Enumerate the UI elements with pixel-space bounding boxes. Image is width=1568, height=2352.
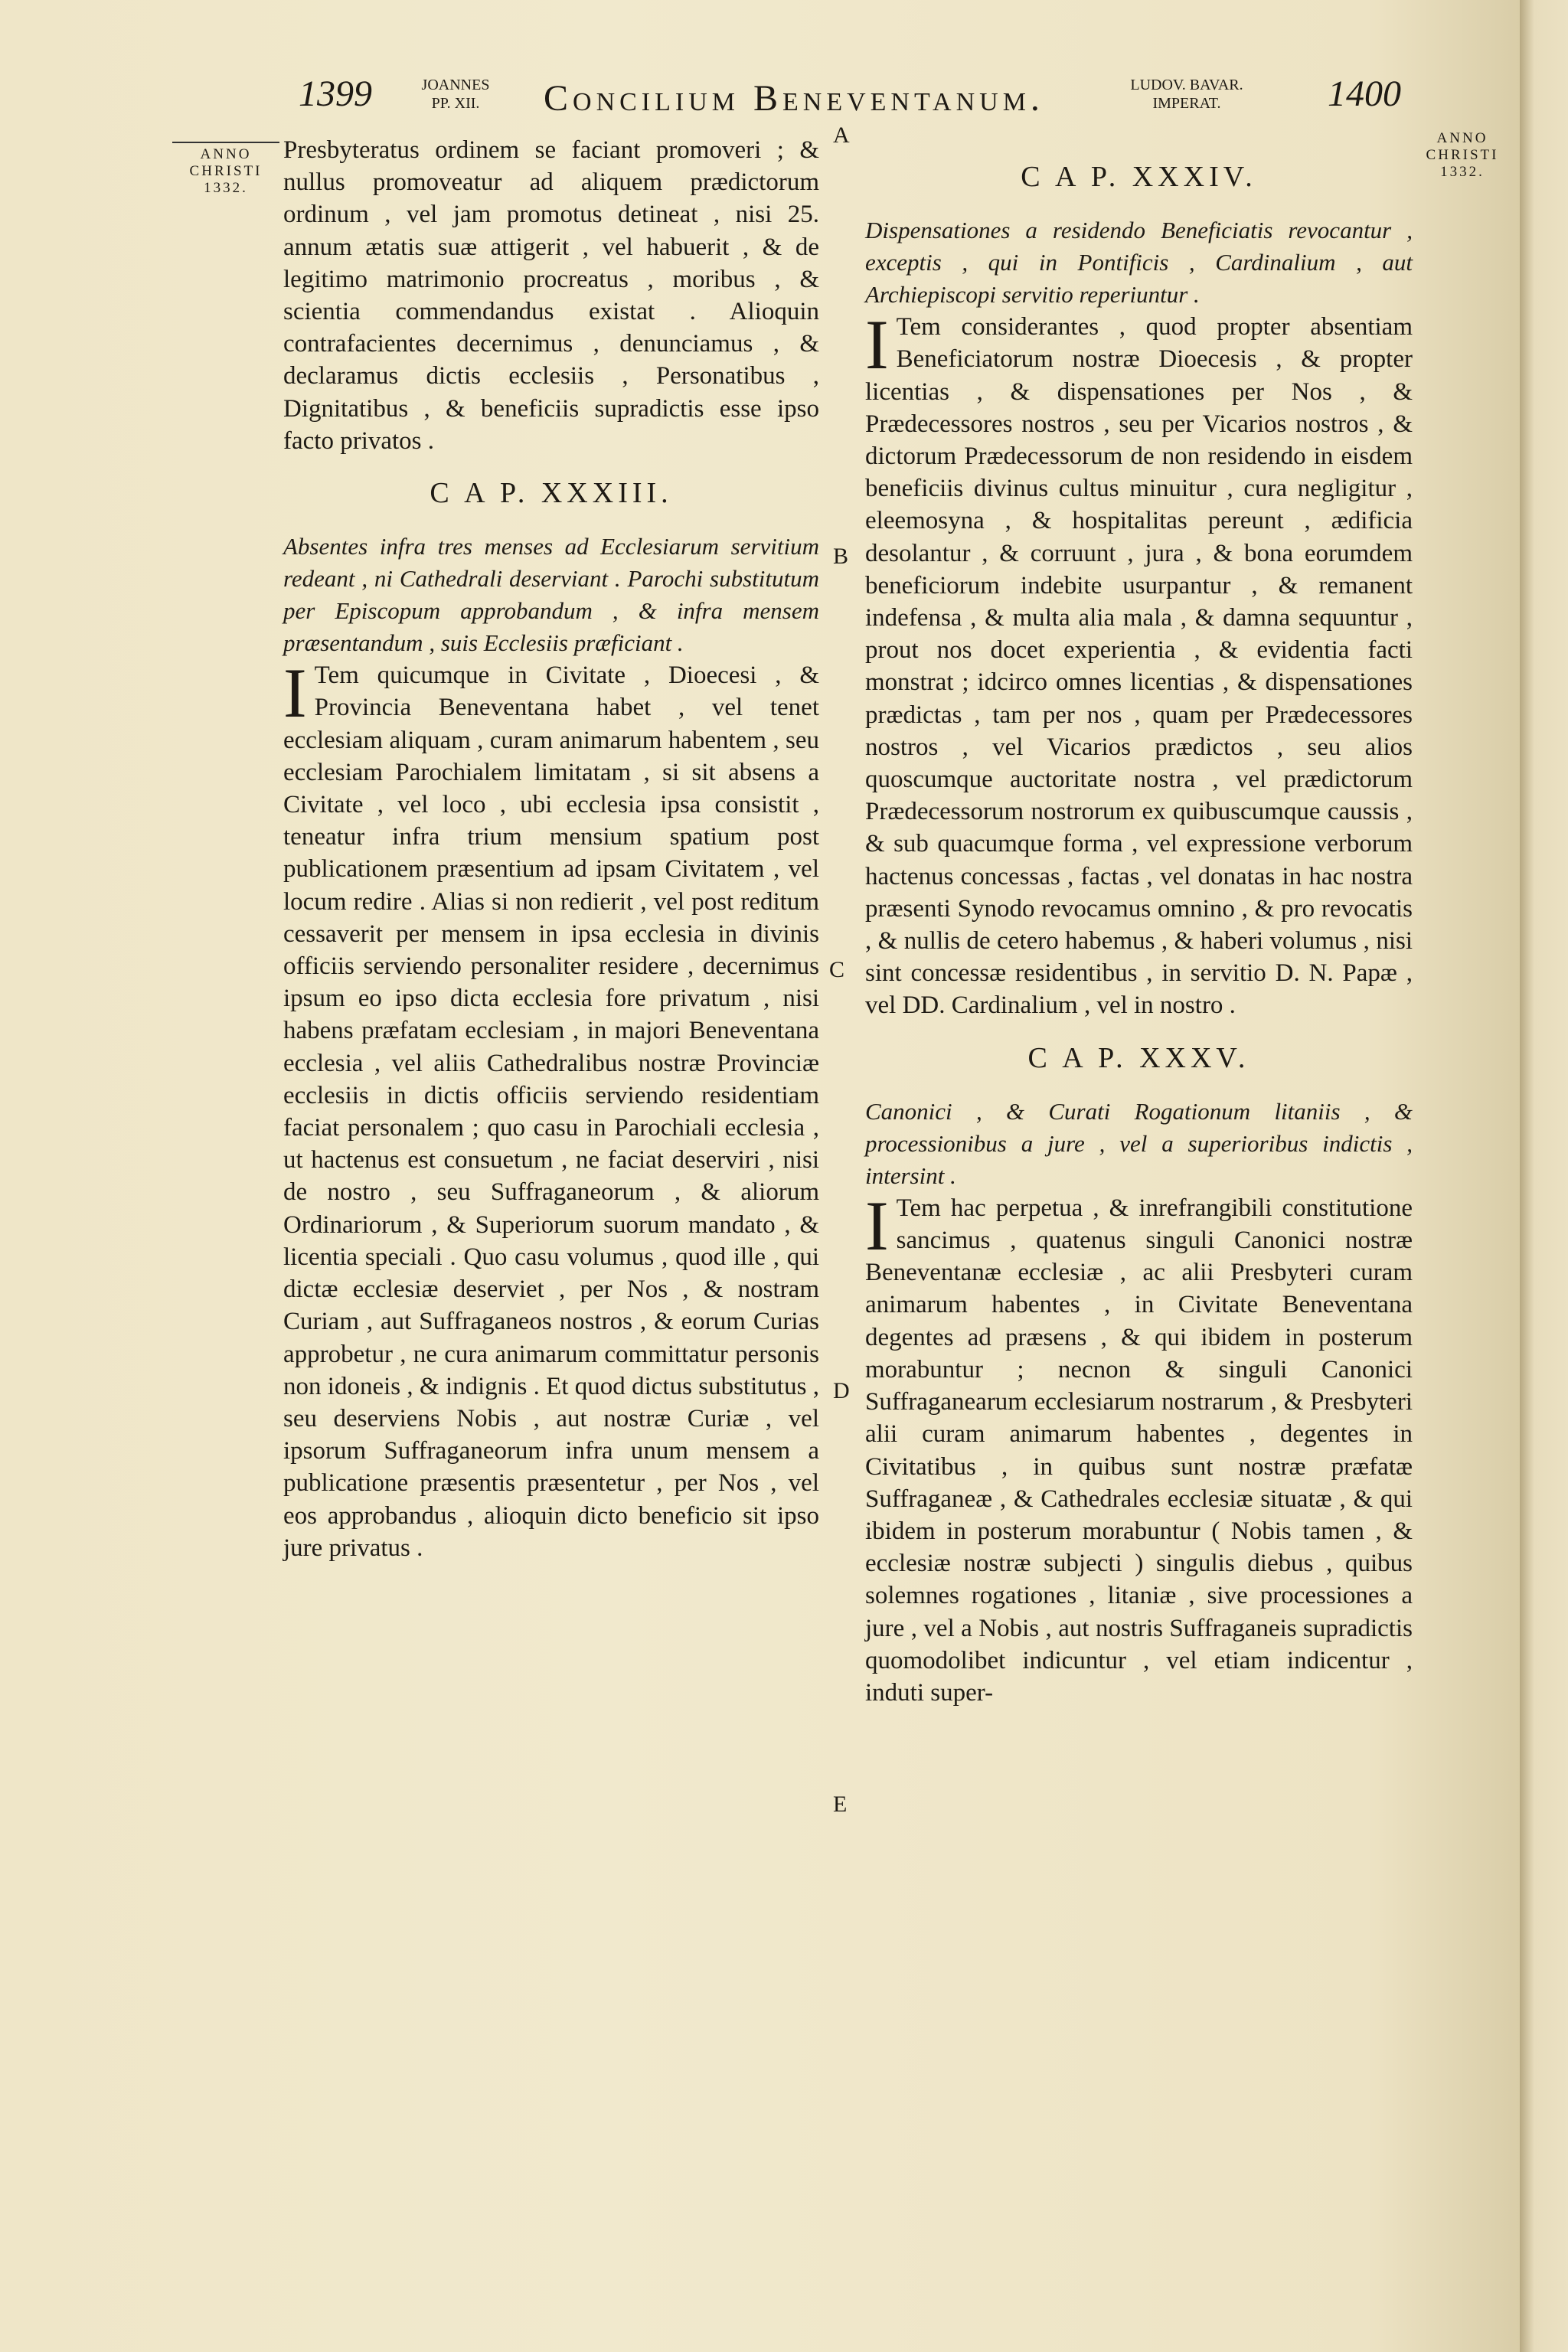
chapter-body-34 <box>865 305 1413 1021</box>
chapter-body-text-34: Tem considerantes , quod propter absentiam Beneficiatorum nostræ Dioecesis , & propter licentias , & dispensationes per Nos , & Prædecessores nostros , seu per Vicarios nostros , & dictorum Prædecessorum de non residendo in eisdem beneficiis divinus cultus minuitur , cura negligitur , eleemosyna , & hospitalitas pereunt , ædificia desolantur , & corruunt , jura , & bona eorumdem beneficiorum indebite usurpantur , & remanent indefensa , & multa alia mala , & damna sequuntur , prout nos docet experientia , & evidentia facti monstrat ; idcirco omnes licentias , & dispensationes prædictas , tam per nos , quam per Prædecessores nostros , vel Vicarios prædictos , seu alios quoscumque auctoritate nostra , vel prædictorum Prædecessorum nostrorum ex quibuscumque caussis , & sub quacumque forma , vel expressione verborum hactenus concessas , factas , vel donatas in hac nostra præsenti Synodo revocamus omnino , & pro revocatis , & nullis de cetero habemus , & haberi volumus , nisi sint concessæ residentibus , in servitio D. N. Papæ , vel DD. Cardinalium , vel in nostro . <box>865 313 1413 1020</box>
section-letter-e: E <box>833 1792 848 1817</box>
chapter-heading-34: C A P. XXXIV. <box>1021 161 1257 193</box>
chapter-heading-35: C A P. XXXV. <box>1027 1041 1250 1074</box>
right-column <box>865 145 1413 1709</box>
margin-year-note-right: ANNO CHRISTI 1332. <box>1426 130 1499 180</box>
opening-paragraph: Presbyteratus ordinem se faciant promoveri ; & nullus promoveatur ad aliquem prædictorum ordinum , vel jam promotus detineat , nisi 25. annum ætatis suæ attigerit , vel habuerit , & de legitimo matrimonio procreatus , moribus , & scientia commendandus existat . Alioquin contrafacientes decernimus , denunciamus , & declaramus dictis ecclesiis , Personatibus , Dignitatibus , & beneficiis supradictis esse ipso facto privatos . <box>283 136 819 455</box>
chapter-body-text-35: Tem hac perpetua , & inrefrangibili constitutione sancimus , quatenus singuli Canonici nostræ Beneventanæ ecclesiæ , ac alii Presbyteri curam animarum habentes , in Civitate Beneventana degentes ad præsens , & qui ibidem in posterum morabuntur ; necnon & singuli Canonici Suffraganearum ecclesiarum nostrarum , & Presbyteri alii curam animarum habentes , degentes in Civitatibus , in quibus sunt nostræ præfatæ Suffraganeæ , & Cathedrales ecclesiæ situatæ , & qui ibidem in posterum morabuntur ( Nobis tamen , & ecclesiæ nostræ subjecti ) singulis diebus , quibus solemnes rogationes , litaniæ , sive processiones a jure , vel a Nobis , aut nostris Suffraganeis supradictis quomodolibet indicuntur , vel etiam indicentur , induti super- <box>865 1194 1413 1707</box>
right-page-number: 1400 <box>1328 74 1401 114</box>
section-letter-c: C <box>829 957 845 982</box>
book-gutter <box>1520 0 1568 2352</box>
drop-cap-initial: I <box>865 305 889 384</box>
margin-year-note-left: ANNO CHRISTI 1332. <box>172 142 279 197</box>
left-column <box>283 134 819 1564</box>
right-running-head: LUDOV. BAVAR. IMPERAT. <box>1130 77 1243 112</box>
page-title: Concilium Beneventanum. <box>544 78 1044 119</box>
chapter-summary-33: Absentes infra tres menses ad Ecclesiarum servitium redeant , ni Cathedrali deserviant . Parochi substitutum per Episcopum approbandum , & infra mensem præsentandum , suis Ecclesiis præficiant . <box>283 533 819 657</box>
section-letter-b: B <box>833 544 849 569</box>
left-running-head: JOANNES PP. XII. <box>421 77 490 112</box>
chapter-body-35 <box>865 1186 1413 1709</box>
section-letter-d: D <box>833 1378 850 1403</box>
drop-cap-initial: I <box>865 1186 889 1265</box>
drop-cap-initial: I <box>283 654 307 733</box>
left-page-number: 1399 <box>299 74 372 114</box>
chapter-summary-35: Canonici , & Curati Rogationum litaniis , & processionibus a jure , vel a superioribus indictis , intersint . <box>865 1097 1413 1189</box>
section-letter-a: A <box>833 122 850 148</box>
chapter-heading-33: C A P. XXXIII. <box>430 477 673 510</box>
chapter-body-text-33: Tem quicumque in Civitate , Dioecesi , & Provincia Beneventana habet , vel tenet ecclesiam aliquam , curam animarum habentem , seu ecclesiam Parochialem limitatam , si sit absens a Civitate , vel loco , ubi ecclesia ipsa consistit , teneatur infra trium mensium spatium post publicationem præsentium ad ipsam Civitatem , vel locum redire . Alias si non redierit , vel post reditum cessaverit per mensem in ipsa ecclesia in divinis officiis serviendo personaliter residere , decernimus ipsum eo ipso dicta ecclesia fore privatum , nisi habens præfatam ecclesiam , in majori Beneventana ecclesia , vel aliis Cathedralibus nostræ Provinciæ ecclesiis in dictis officiis serviendo residentiam faciat personalem ; quo casu in Parochiali ecclesia , ut hactenus est consuetum , ne faciat deserviri , nisi de nostro , seu Suffraganeorum , & aliorum Ordinariorum , & Superiorum suorum mandato , & licentia speciali . Quo casu volumus , quod ille , qui dictæ ecclesiæ deserviet , per Nos , & nostram Curiam , aut Suffraganeos nostros , & eorum Curias approbetur , ne cura animarum committatur personis non idoneis , & indignis . Et quod dictus substitutus , seu deserviens Nobis , aut nostræ Curiæ , vel ipsorum Suffraganeorum infra unum mensem a publicatione præsentis præsentetur , per Nos , vel eos approbandus , alioquin dicto beneficio sit ipso jure privatus . <box>283 662 819 1562</box>
page-header <box>291 73 1409 126</box>
chapter-summary-34: Dispensationes a residendo Beneficiatis revocantur , exceptis , qui in Pontificis , Cardinalium , aut Archiepiscopi servitio reperiuntur . <box>865 217 1413 309</box>
chapter-body-33 <box>283 654 819 1564</box>
